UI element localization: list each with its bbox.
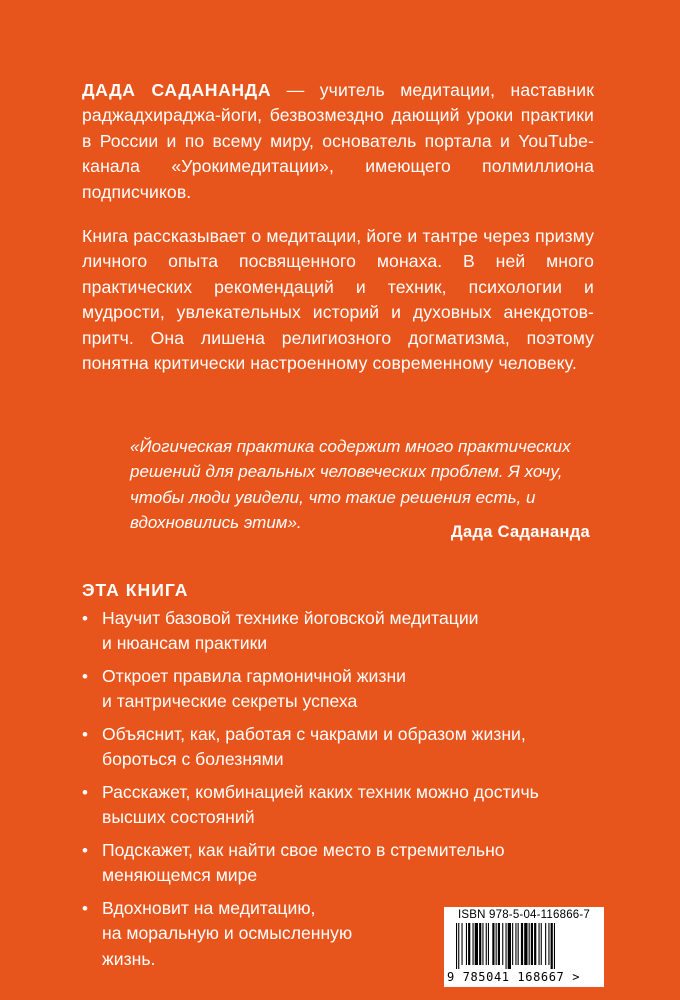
barcode-bar — [551, 923, 553, 969]
barcode-bars-icon — [454, 923, 594, 969]
barcode-bar — [475, 923, 478, 965]
barcode-bar — [456, 923, 457, 969]
barcode-bar — [554, 923, 555, 969]
isbn-label: ISBN 978-5-04-116866-7 — [457, 909, 591, 921]
barcode-bar — [545, 923, 546, 965]
bullet-icon: • — [82, 667, 88, 686]
feature-text: Откроет правила гармоничной жизни и тантрические секреты успеха — [102, 666, 406, 712]
bullet-icon: • — [82, 725, 88, 744]
barcode-bar — [531, 923, 533, 965]
barcode-bar — [496, 923, 497, 965]
feature-text: Объяснит, как, работая с чакрами и образом жизни, бороться с болезнями — [102, 724, 526, 770]
barcode-bar — [534, 923, 536, 965]
barcode-bar — [539, 923, 540, 965]
quote-author: Дада Садананда — [450, 523, 590, 541]
barcode-bar — [541, 923, 542, 965]
list-item — [82, 780, 562, 838]
barcode-bar — [462, 923, 463, 965]
description-text: Книга рассказывает о медитации, йоге и тантре через призму личного опыта посвященного монаха. В ней много практических рекомендаций и техник, психологии и мудрости, увлекательных историй и духовных анекдотов-притч. Она лишена религиозного догматизма, поэтому понятна критически настроенному современному человеку. — [82, 226, 594, 374]
barcode-bar — [473, 923, 474, 965]
feature-text: Подскажет, как найти свое место в стремительно меняющемся мире — [102, 840, 505, 886]
barcode-bar — [502, 923, 503, 965]
barcode-bar — [466, 923, 467, 965]
barcode — [444, 907, 604, 987]
barcode-bar — [458, 923, 459, 969]
barcode-bar — [468, 923, 470, 965]
barcode-bar — [479, 923, 481, 965]
barcode-bar — [524, 923, 527, 965]
barcode-bar — [492, 923, 494, 965]
barcode-bar — [518, 923, 519, 965]
barcode-bar — [548, 923, 549, 965]
list-item — [82, 838, 562, 896]
author-name: ДАДА САДАНАНДА — [82, 80, 272, 100]
barcode-bar — [515, 923, 516, 965]
feature-text: Расскажет, комбинацией каких техник можно достичь высших состояний — [102, 782, 539, 828]
quote-block — [130, 434, 600, 541]
feature-text: Научит базовой технике йоговской медитации и нюансам практики — [102, 608, 479, 654]
list-item — [82, 606, 562, 664]
barcode-bar — [529, 923, 530, 965]
bullet-icon: • — [82, 783, 88, 802]
book-description — [82, 224, 594, 376]
bullet-icon: • — [82, 609, 88, 628]
barcode-bar — [508, 923, 511, 969]
barcode-bar — [521, 923, 523, 965]
barcode-bar — [512, 923, 513, 965]
features-list — [82, 606, 602, 969]
barcode-bar — [486, 923, 487, 965]
barcode-bar — [482, 923, 483, 965]
list-item — [82, 664, 562, 722]
author-intro — [82, 78, 594, 205]
author-bio: — учитель медитации, наставник раджадхираджа-йоги, безвозмездно дающий уроки практики в России и по всему миру, основатель портала и YouTube-канала «Урокимедитации», имеющего полмиллиона подписчиков. — [82, 80, 594, 202]
bullet-icon: • — [82, 899, 88, 918]
features-title: ЭТА КНИГА — [82, 580, 189, 600]
bullet-icon: • — [82, 841, 88, 860]
quote-text: «Йогическая практика содержит много практических решений для реальных человеческих проблем. Я хочу, чтобы люди увидели, что такие решения есть, и вдохновились этим». — [130, 437, 571, 533]
barcode-bar — [506, 923, 507, 969]
list-item — [82, 722, 562, 780]
barcode-digits: 9 785041 168667 > — [447, 970, 581, 984]
feature-text: Вдохновит на медитацию, на моральную и осмысленную жизнь. — [102, 898, 353, 969]
barcode-bar — [498, 923, 500, 965]
barcode-bar — [488, 923, 489, 965]
